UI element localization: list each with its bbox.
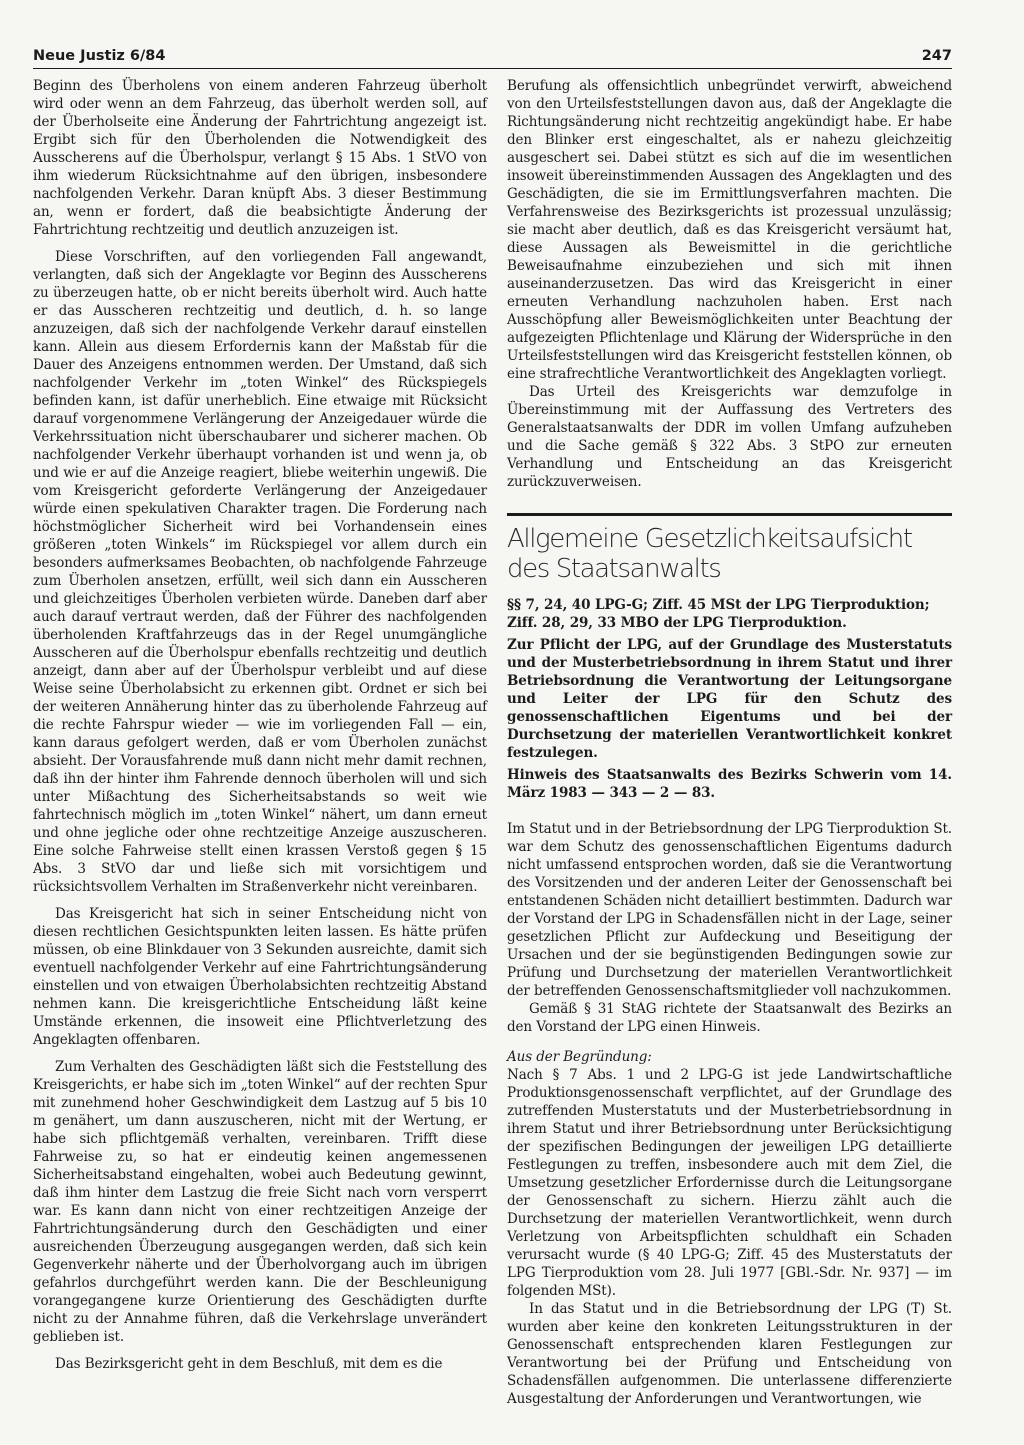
paragraph: Im Statut und in der Betriebsordnung der LPG Tierproduktion St. war dem Schutz des genossenschaftlichen Eigentums dadurch nicht umfassend entsprochen worden, daß sie die Verantwortung des Vorsitzenden und der anderen Leiter der Genossenschaft bei entstandenen Schäden nicht detailliert bestimmten. Dadurch war der Vorstand der LPG in Schadensfällen nicht in der Lage, seiner gesetzlichen Pflicht zur Aufdeckung und Beseitigung der Ursachen und der sie begünstigenden Bedingungen sowie zur Prüfung und Durchsetzung der materiellen Verantwortlichkeit der betreffenden Genossenschaftsmitglieder voll nachzukommen.	[507, 821, 952, 999]
paragraph: Beginn des Überholens von einem anderen Fahrzeug überholt wird oder wenn an dem Fahrzeug, das überholt werden soll, auf der Überholseite eine Änderung der Fahrtrichtung angezeigt ist. Ergibt sich für den Überholenden die Notwendigkeit des Ausscherens auf die Überholspur, verlangt § 15 Abs. 1 StVO von ihm wiederum Rücksichtnahme auf den übrigen, insbesondere nachfolgenden Verkehr. Daran knüpft Abs. 3 dieser Bestimmung an, wenn er fordert, daß die beabsichtigte Änderung der Fahrtrichtung rechtzeitig und deutlich anzuzeigen ist.	[33, 78, 487, 238]
paragraph: Das Kreisgericht hat sich in seiner Entscheidung nicht von diesen rechtlichen Gesichtspunkten leiten lassen. Es hätte prüfen müssen, ob eine Blinkdauer von 3 Sekunden ausreichte, damit sich eventuell nachfolgender Verkehr auf eine Fahrtrichtungsänderung einstellen und von etwaigen Überholabsichten rechtzeitig Abstand nehmen kann. Die kreisgerichtliche Entscheidung läßt keine Umstände erkennen, die insoweit eine Pflichtverletzung des Angeklagten offenbaren.	[33, 906, 487, 1048]
section-block	[507, 513, 952, 1408]
subheading: Aus der Begründung:	[507, 1049, 652, 1065]
legal-references: §§ 7, 24, 40 LPG-G; Ziff. 45 MSt der LPG Tierproduktion; Ziff. 28, 29, 33 MBO der LPG Tierproduktion.	[507, 597, 930, 631]
left-column	[33, 77, 487, 1373]
paragraph: Das Bezirksgericht geht in dem Beschluß, mit dem es die	[55, 1356, 443, 1372]
right-column	[507, 77, 952, 1408]
journal-title: Neue Justiz 6/84	[33, 48, 166, 64]
paragraph: Diese Vorschriften, auf den vorliegenden Fall angewandt, verlangten, daß sich der Angeklagte vor Beginn des Ausscherens zu überzeugen hatte, ob er nicht bereits überholt wird. Auch hatte er das Ausscheren rechtzeitig und deutlich, d. h. so lange anzuzeigen, daß sich der nachfolgende Verkehr darauf einstellen kann. Allein aus diesem Erfordernis kann der Maßstab für die Dauer des Anzeigens entnommen werden. Der Umstand, daß sich nachfolgender Verkehr im „toten Winkel“ des Rückspiegels befinden kann, ist dafür unerheblich. Eine etwaige mit Rücksicht darauf vorgenommene Verlängerung der Anzeigedauer würde die Verkehrssituation nicht überschaubarer und sicherer machen. Ob nachfolgender Verkehr überhaupt vorhanden ist und wenn ja, ob und wie er auf die Anzeige reagiert, bliebe weiterhin ungewiß. Die vom Kreisgericht geforderte Verlängerung der Anzeigedauer würde einen spekulativen Charakter tragen. Die Forderung nach höchstmöglicher Sicherheit wird bei Vorhandensein eines größeren „toten Winkels“ im Rückspiegel vor allem durch ein besonders aufmerksames Beobachten, ob nachfolgende Fahrzeuge zum Überholen ansetzen, erfüllt, weil sich dann ein Ausscheren und gleichzeitiges Überholen verbieten würde. Daneben darf aber auch darauf vertraut werden, daß der Führer des nachfolgenden überholenden Kraftfahrzeugs das in der Regel unumgängliche Ausscheren auf die Überholspur ebenfalls rechtzeitig und deutlich anzeigt, dann aber auf der Überholspur verbleibt und auf diese Weise seine Überholabsicht zu erkennen gibt. Ordnet er sich bei der weiteren Annäherung hinter das zu überholende Fahrzeug auf die rechte Fahrspur wieder — wie im vorliegenden Fall — ein, kann daraus gefolgert werden, daß er vom Überholen zunächst absieht. Der Vorausfahrende muß dann nicht mehr damit rechnen, daß ihn der hinter ihm Fahrende dennoch überholen will und sich unter Mißachtung des Sicherheitsabstands so weit wie fahrtechnisch möglich im „toten Winkel“ nähert, um dann erneut und ohne jegliche oder ohne rechtzeitige Anzeige auszuscheren. Eine solche Fahrweise stellt einen krassen Verstoß gegen § 15 Abs. 3 StVO dar und ließe sich mit vorsichtigem und rücksichtsvollem Verhalten im Straßenverkehr nicht vereinbaren.	[33, 249, 487, 895]
page-number: 247	[921, 48, 952, 64]
paragraph: Das Urteil des Kreisgerichts war demzufolge in Übereinstimmung mit der Auffassung des Vertreters des Generalstaatsanwalts der DDR im vollen Umfang aufzuheben und die Sache gemäß § 322 Abs. 3 StPO zur erneuten Verhandlung und Entscheidung an das Kreisgericht zurückzuverweisen.	[507, 384, 952, 490]
paragraph: In das Statut und in die Betriebsordnung der LPG (T) St. wurden aber keine den konkreten Leitungsstrukturen in der Genossenschaft entsprechenden klaren Festlegungen zur Verantwortung bei der Prüfung und Entscheidung von Schadensfällen aufgenommen. Die unterlassene differenzierte Ausgestaltung der Anforderungen und Verantwortungen, wie	[507, 1301, 952, 1407]
header-rule	[33, 68, 952, 69]
paragraph: Berufung als offensichtlich unbegründet verwirft, abweichend von den Urteilsfeststellungen davon aus, daß der Angeklagte die Richtungsänderung nicht rechtzeitig angekündigt habe. Er habe den Blinker erst eingeschaltet, als er nahezu gleichzeitig ausgeschert sei. Dabei stützt es sich auf die im wesentlichen insoweit übereinstimmenden Aussagen des Angeklagten und des Geschädigten, die sie im Ermittlungsverfahren machten. Die Verfahrensweise des Bezirksgerichts ist prozessual unzulässig; sie macht aber deutlich, daß es das Kreisgericht versäumt hat, diese Aussagen als Beweismittel in die gerichtliche Beweisaufnahme einzubeziehen und sich mit ihnen auseinanderzusetzen. Das wird das Kreisgericht in einer erneuten Verhandlung nachzuholen haben. Erst nach Ausschöpfung aller Beweismöglichkeiten unter Beachtung der aufgezeigten Pflichtenlage und Klärung der Widersprüche in den Urteilsfeststellungen wird das Kreisgericht feststellen können, ob eine strafrechtliche Verantwortlichkeit des Angeklagten vorliegt.	[507, 78, 952, 382]
paragraph: Gemäß § 31 StAG richtete der Staatsanwalt des Bezirks an den Vorstand der LPG einen Hinweis.	[507, 1001, 952, 1035]
headnote: Zur Pflicht der LPG, auf der Grundlage des Musterstatuts und der Musterbetriebsordnung in ihrem Statut und ihrer Betriebsordnung die Verantwortung der Leitungsorgane und Leiter der LPG für den Schutz des genossenschaftlichen Eigentums und bei der Durchsetzung der materiellen Verantwortlichkeit konkret festzulegen.	[507, 637, 952, 761]
paragraph: Nach § 7 Abs. 1 und 2 LPG-G ist jede Landwirtschaftliche Produktionsgenossenschaft verpflichtet, auf der Grundlage des zutreffenden Musterstatuts und der Musterbetriebsordnung in ihrem Statut und ihrer Betriebsordnung unter Berücksichtigung der spezifischen Bedingungen der jeweiligen LPG detaillierte Festlegungen zu treffen, insbesondere auch mit dem Ziel, die Umsetzung gesetzlicher Erfordernisse durch die Leitungsorgane der Genossenschaft zu sichern. Hierzu zählt auch die Durchsetzung der materiellen Verantwortlichkeit, wenn durch Verletzung von Arbeitspflichten schuldhaft ein Schaden verursacht wurde (§ 40 LPG-G; Ziff. 45 des Musterstatuts der LPG Tierproduktion vom 28. Juli 1977 [GBl.-Sdr. Nr. 937] — im folgenden MSt).	[507, 1067, 952, 1299]
section-title: Allgemeine Gesetzlichkeitsaufsicht des Staatsanwalts	[507, 524, 912, 584]
paragraph: Zum Verhalten des Geschädigten läßt sich die Feststellung des Kreisgerichts, er habe sich im „toten Winkel“ auf der rechten Spur mit zunehmend hoher Geschwindigkeit dem Lastzug auf 5 bis 10 m genähert, um dann auszuscheren, nicht mit der Wertung, er habe sich pflichtgemäß verhalten, vereinbaren. Trifft diese Fahrweise zu, so hat er eindeutig keinen angemessenen Sicherheitsabstand eingehalten, wobei auch Bedeutung gewinnt, daß ihm hinter dem Lastzug die freie Sicht nach vorn versperrt war. Es kann dann nicht von einer rechtzeitigen Anzeige der Fahrtrichtungsänderung durch den Geschädigten und einer ausreichenden Überzeugung ausgegangen werden, daß sich kein Gegenverkehr näherte und der Überholvorgang auch im übrigen gefahrlos durchgeführt werden kann. Die der Beschleunigung vorangegangene kurze Orientierung des Geschädigten durfte nicht zu der Annahme führen, daß die Verkehrslage unverändert geblieben ist.	[33, 1059, 487, 1345]
notice-reference: Hinweis des Staatsanwalts des Bezirks Schwerin vom 14. März 1983 — 343 — 2 — 83.	[507, 767, 952, 801]
